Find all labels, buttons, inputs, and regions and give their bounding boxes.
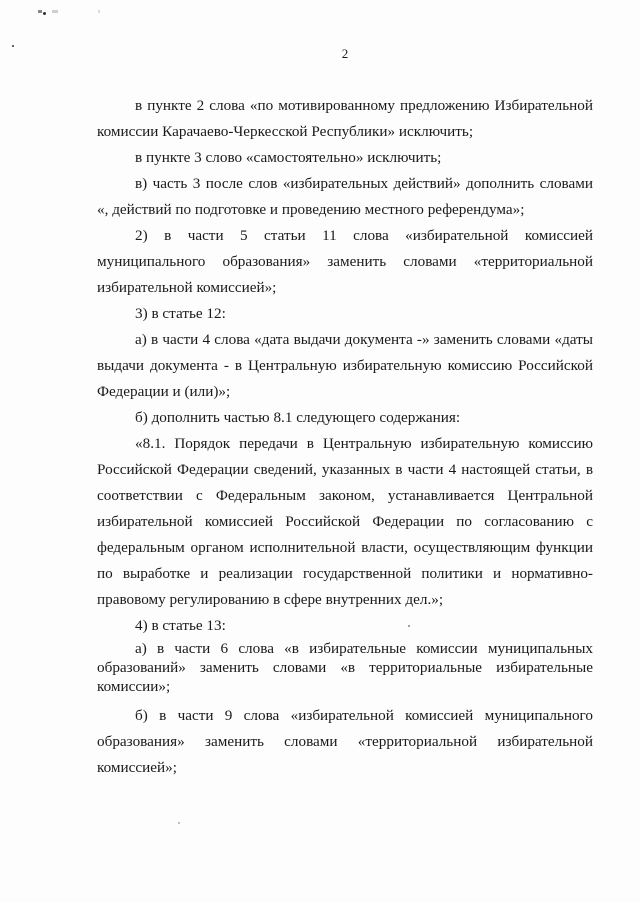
paragraph: 3) в статье 12:	[135, 305, 226, 322]
paragraph: 4) в статье 13:	[135, 617, 226, 634]
document-body	[97, 93, 593, 781]
scan-artifact	[38, 10, 168, 13]
paragraph: 2) в части 5 статьи 11 слова «избирательной комиссией муниципального образования» заменить словами «территориальной избирательной комиссией»;	[97, 227, 593, 296]
paragraph: а) в части 4 слова «дата выдачи документа -» заменить словами «даты выдачи документа - в Центральную избирательную комиссию Российской Федерации и (или)»;	[97, 331, 593, 400]
paragraph: б) дополнить частью 8.1 следующего содержания:	[135, 409, 461, 426]
paragraph: в) часть 3 после слов «избирательных действий» дополнить словами «, действий по подготовке и проведению местного референдума»;	[97, 175, 593, 218]
paragraph: в пункте 2 слова «по мотивированному предложению Избирательной комиссии Карачаево-Черкесской Республики» исключить;	[97, 97, 593, 140]
paragraph: б) в части 9 слова «избирательной комиссией муниципального образования» заменить словами «территориальной избирательной комиссией»;	[97, 707, 593, 776]
page-number: 2	[341, 46, 349, 61]
scan-speck	[178, 822, 180, 824]
paragraph: а) в части 6 слова «в избирательные комиссии муниципальных образований» заменить словами «в территориальные избирательные комиссии»;	[97, 640, 593, 695]
scan-speck	[43, 12, 46, 15]
paragraph: в пункте 3 слово «самостоятельно» исключить;	[135, 149, 442, 166]
paragraph: «8.1. Порядок передачи в Центральную избирательную комиссию Российской Федерации сведений, указанных в части 4 настоящей статьи, в соответствии с Федеральным законом, устанавливается Центральной избирательной комиссией Российской Федерации по согласованию с федеральным органом исполнительной власти, осуществляющим функции по выработке и реализации государственной политики и нормативно-правовому регулированию в сфере внутренних дел.»;	[97, 435, 593, 608]
